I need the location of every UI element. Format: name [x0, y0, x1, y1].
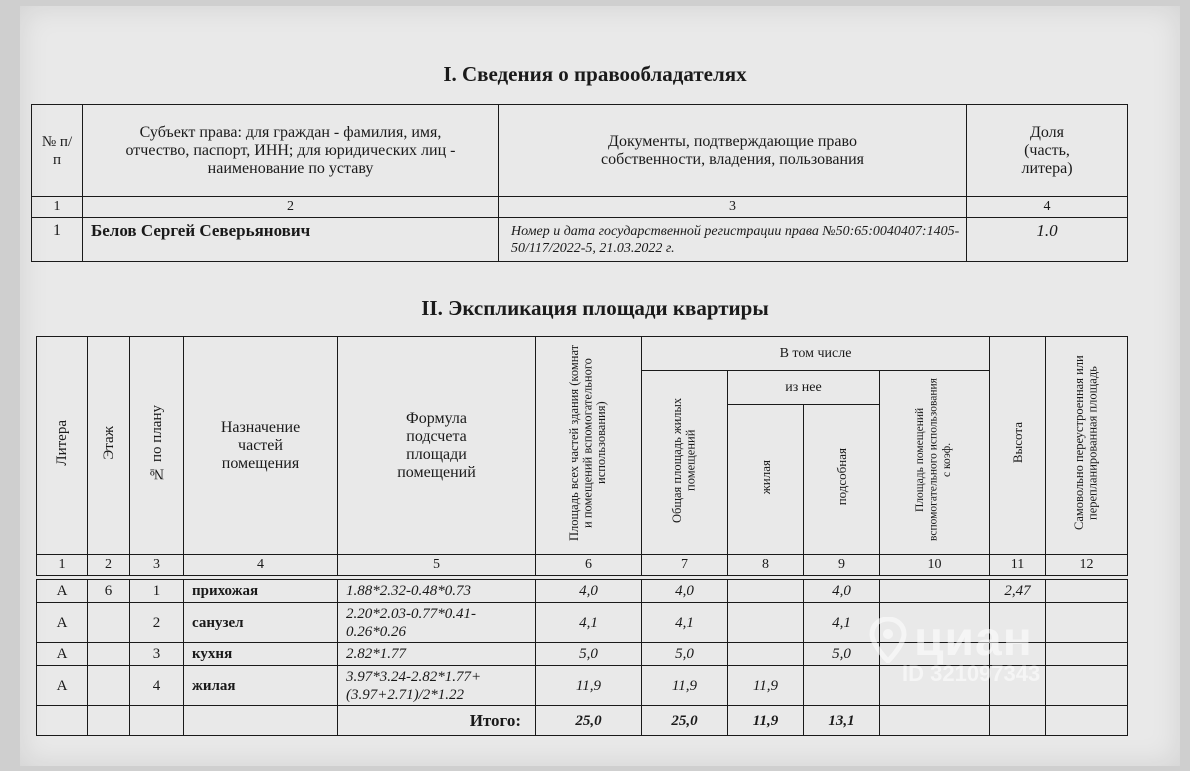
cell-aux: 4,1	[804, 603, 880, 643]
cell-total: 5,0	[536, 643, 642, 666]
cell-total: 4,0	[536, 580, 642, 603]
cell-floor: 6	[88, 580, 130, 603]
cell-living: 11,9	[728, 666, 804, 706]
owner-name: Белов Сергей Северьянович	[83, 218, 499, 262]
watermark	[868, 612, 1040, 687]
header-docs: Документы, подтверждающие право собственности, владения, пользования	[499, 105, 967, 197]
cell-floor	[88, 643, 130, 666]
cell-unauthorized	[1046, 580, 1128, 603]
cell-plan-no: 2	[130, 603, 184, 643]
cell-aux: 5,0	[804, 643, 880, 666]
cell-litera: А	[37, 643, 88, 666]
cell-formula: 2.82*1.77	[338, 643, 536, 666]
owner-row-num: 1	[32, 218, 83, 262]
cell-living-total: 4,0	[642, 580, 728, 603]
col-number: 1	[32, 197, 83, 218]
section1-title: I. Сведения о правообладателях	[443, 62, 747, 86]
cell-purpose: кухня	[184, 643, 338, 666]
header-formula: Формула подсчета площади помещений	[338, 337, 536, 555]
col-number: 2	[83, 197, 499, 218]
total-living-total: 25,0	[642, 706, 728, 736]
cell-total: 11,9	[536, 666, 642, 706]
cell-floor	[88, 666, 130, 706]
location-pin-icon	[868, 617, 908, 663]
col-number: 4	[184, 555, 338, 576]
cell-formula: 1.88*2.32-0.48*0.73	[338, 580, 536, 603]
owners-table	[31, 104, 1128, 262]
owner-registration: Номер и дата государственной регистрации права №50:65:0040407:1405-50/117/2022-5, 21.03.2022 г.	[499, 218, 967, 262]
header-share: Доля (часть, литера)	[967, 105, 1128, 197]
cell-living	[728, 643, 804, 666]
col-number: 7	[642, 555, 728, 576]
col-number: 12	[1046, 555, 1128, 576]
cell-plan-no: 3	[130, 643, 184, 666]
col-number: 11	[990, 555, 1046, 576]
header-living-total: Общая площадь жилых помещений	[642, 371, 728, 555]
total-area: 25,0	[536, 706, 642, 736]
owner-share: 1.0	[967, 218, 1128, 262]
cell-purpose: санузел	[184, 603, 338, 643]
header-plan-no: № по плану	[130, 337, 184, 555]
header-living: жилая	[728, 405, 804, 555]
cell-purpose: прихожая	[184, 580, 338, 603]
col-number: 1	[37, 555, 88, 576]
cell-litera: А	[37, 603, 88, 643]
col-number: 3	[499, 197, 967, 218]
cell-living-total: 11,9	[642, 666, 728, 706]
cell-living-total: 5,0	[642, 643, 728, 666]
cell-unauthorized	[1046, 603, 1128, 643]
cell-unauthorized	[1046, 666, 1128, 706]
total-living: 11,9	[728, 706, 804, 736]
col-number: 2	[88, 555, 130, 576]
cell-formula: 3.97*3.24-2.82*1.77+(3.97+2.71)/2*1.22	[338, 666, 536, 706]
header-aux-coef: Площадь помещений вспомогательного использования с коэф.	[880, 371, 990, 555]
cell-height: 2,47	[990, 580, 1046, 603]
col-number: 10	[880, 555, 990, 576]
total-label: Итого:	[338, 706, 536, 736]
total-row	[37, 706, 1128, 736]
cell-floor	[88, 603, 130, 643]
header-height: Высота	[990, 337, 1046, 555]
header-total-area: Площадь всех частей здания (комнат и помещений вспомогательного использования)	[536, 337, 642, 555]
col-number: 8	[728, 555, 804, 576]
section2-title: II. Экспликация площади квартиры	[421, 296, 769, 320]
header-subject: Субъект права: для граждан - фамилия, имя, отчество, паспорт, ИНН; для юридических лиц - наименование по уставу	[83, 105, 499, 197]
header-litera: Литера	[37, 337, 88, 555]
watermark-id: ID 321097343	[902, 661, 1041, 686]
cell-aux: 4,0	[804, 580, 880, 603]
cell-formula: 2.20*2.03-0.77*0.41-0.26*0.26	[338, 603, 536, 643]
col-number: 3	[130, 555, 184, 576]
header-num: № п/п	[32, 105, 83, 197]
cell-litera: А	[37, 580, 88, 603]
col-number: 4	[967, 197, 1128, 218]
cell-unauthorized	[1046, 643, 1128, 666]
header-purpose: Назначение частей помещения	[184, 337, 338, 555]
header-floor: Этаж	[88, 337, 130, 555]
cell-living	[728, 603, 804, 643]
cell-total: 4,1	[536, 603, 642, 643]
cell-coef	[880, 580, 990, 603]
total-aux: 13,1	[804, 706, 880, 736]
cell-plan-no: 1	[130, 580, 184, 603]
cell-purpose: жилая	[184, 666, 338, 706]
header-aux: подсобная	[804, 405, 880, 555]
cell-living	[728, 580, 804, 603]
table-row	[37, 580, 1128, 603]
cell-litera: А	[37, 666, 88, 706]
col-number: 6	[536, 555, 642, 576]
col-number: 9	[804, 555, 880, 576]
header-including: В том числе	[642, 337, 990, 371]
col-number: 5	[338, 555, 536, 576]
cell-plan-no: 4	[130, 666, 184, 706]
cell-living-total: 4,1	[642, 603, 728, 643]
header-of-which: из нее	[728, 371, 880, 405]
watermark-brand: циан	[914, 613, 1033, 666]
header-unauthorized: Самовольно переустроенная или перепланированная площадь	[1046, 337, 1128, 555]
